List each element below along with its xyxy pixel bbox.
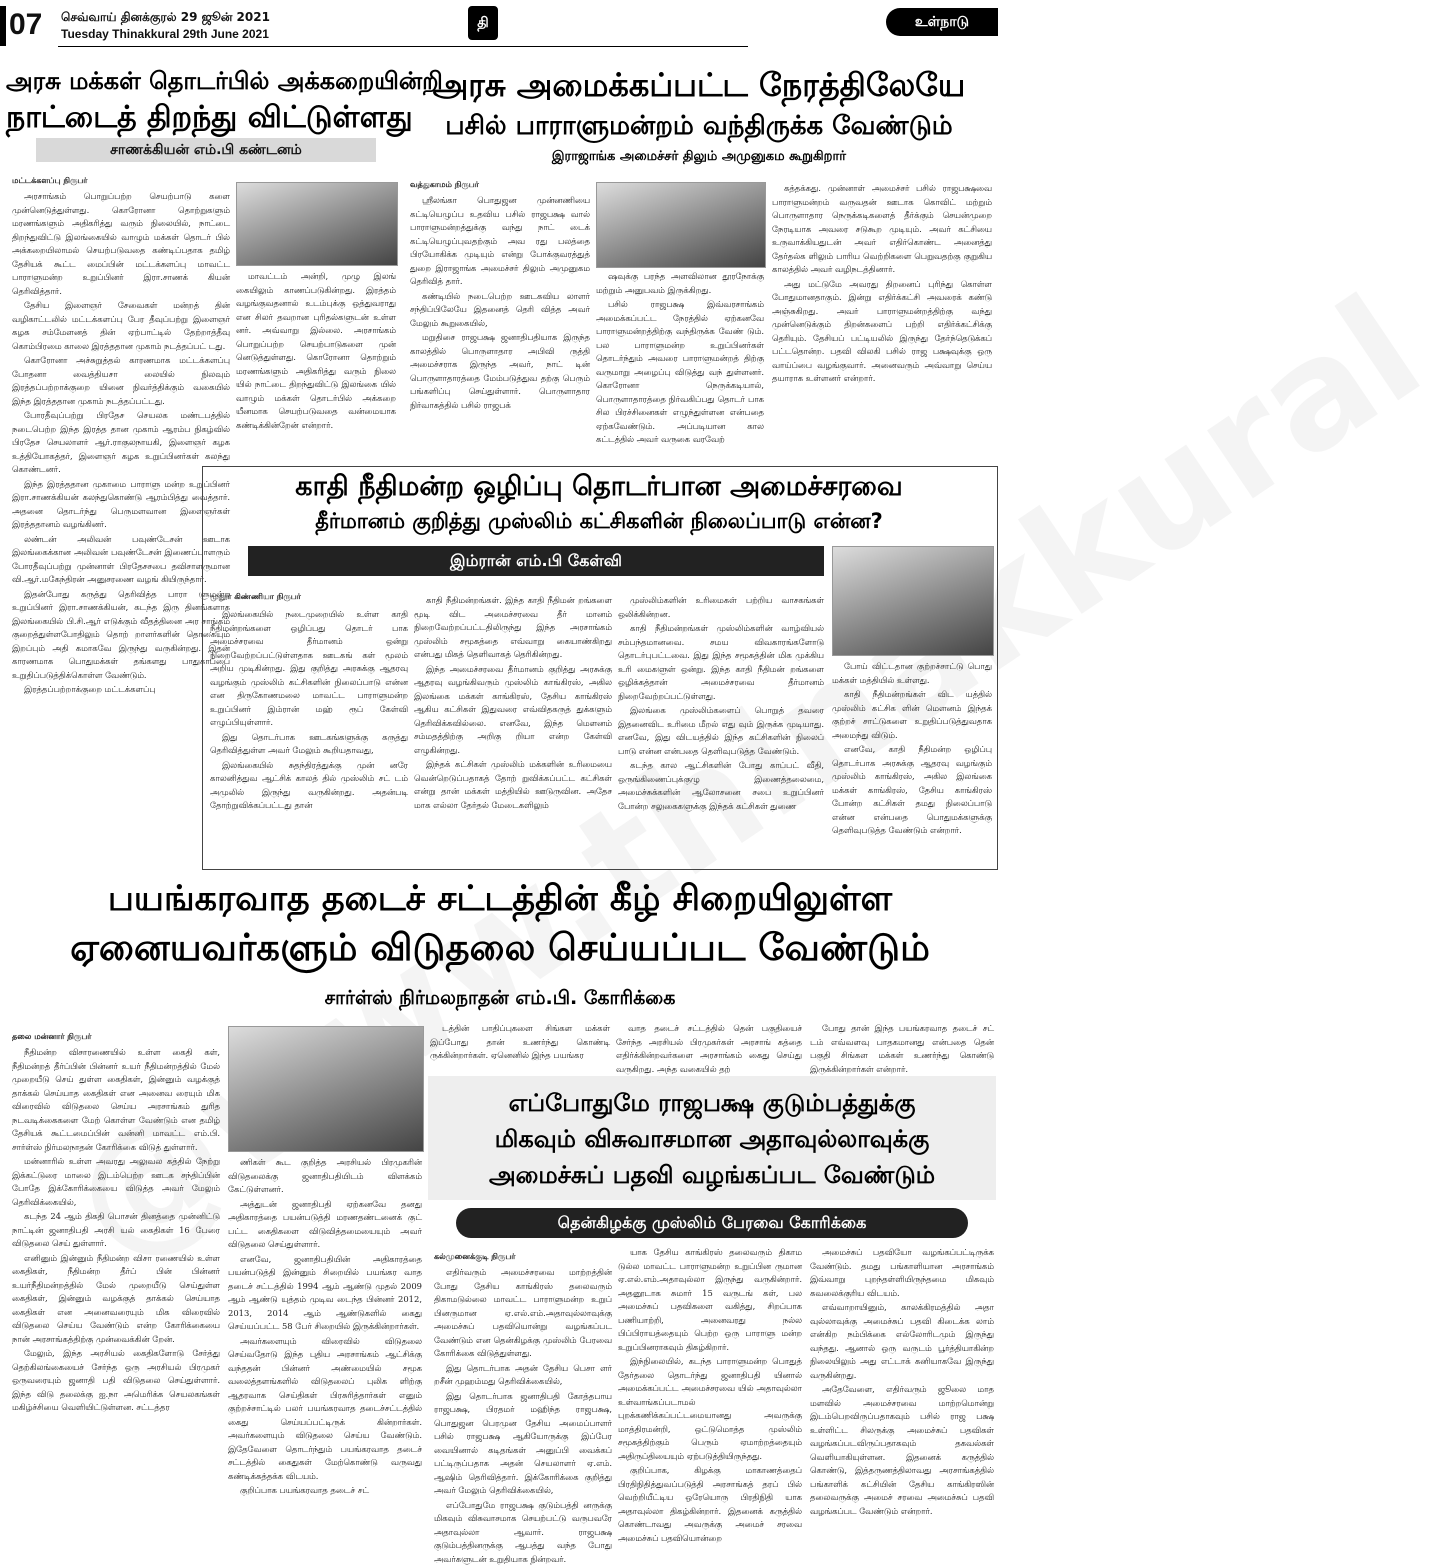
paragraph: மேலும், இந்த அரசியல் கைதிகளோடு சேர்த்து தெற்கிலங்கையைச் சேர்ந்த ஒரு அரசியல் பிரமுகர் ஒருவரையும் ஜனாதி பதி விடுதலை செய்துள்ளார். இந்த விடு தலைக்கு ஐ.நா அமெரிக்க செயலகங்கள் மகிழ்ச்சியை வெளியிட்டுள்ளன. சட்டத்தர bbox=[12, 1347, 220, 1415]
story5-column-2 bbox=[618, 1246, 802, 1528]
paragraph: போது தான் இந்த பயங்கரவாத தடைச் சட் டம் எவ்வளவு பாதகமானது என்பதை தென் பகுதி சிங்கள மக்கள் உணர்ந்து கொண்டு இருக்கின்றார்கள் என்றார். bbox=[810, 1022, 994, 1076]
paragraph: யாக தேசிய காங்கிரஸ் தலைவரும் திகாம டுல்ல மாவட்ட பாராளுமன்ற உறுப்பின ருமான ஏ.எல்.எம்.அதாவுல்லா இருந்து வருகின்றார். அதனூடாக சுமார் 15 வருடங் கள், பல அமைச்சுப் பதவிகளை வகித்து, சிறப்பாக பணியாற்றி, அனைவரது நல்ல பிப்பிராயத்தையும் பெற்ற ஒரு பாராளு மன்ற உறுப்பினராகவும் திகழ்கிறார். bbox=[618, 1246, 802, 1354]
story5-subhead: தென்கிழக்கு முஸ்லிம் பேரவை கோரிக்கை bbox=[456, 1208, 968, 1238]
paragraph: அமைச்சுப் பதவியோ வழங்கப்பட்டிருக்க வேண்டும். தமது பங்காளியான அரசாங்கம் இவ்வாறு புறந்தள்ளியிருந்தமை மிகவும் கவலைக்குரிய விடயம். bbox=[810, 1246, 994, 1300]
paragraph: அவர்களையும் விரைவில் விடுதலை செய்வதோடு இந்த புதிய அரசாங்கம் ஆட்சிக்கு வந்ததன் பின்னர் அண்மையில் சமூக வலைத்தளங்களில் விடுதலைப் புலிக ளிற்கு ஆதரவாக செய்திகள் பிரசுரித்தார்கள் எனும் குற்றச்சாட்டில் பலர் பயங்கரவாத தடைச்சட்டத்தில் கைது செய்யப்பட்டிருக் கின்றார்கள். அவர்களையும் விடுதலை செய்ய வேண்டும். இதேவேளை தொடர்ந்தும் பயங்கரவாத தடைச் சட்டத்தில் கைதுகள் மேற்கொண்டு வருவது கண்டிக்கத்தக்க விடயம். bbox=[228, 1335, 422, 1484]
paragraph: குறிப்பாக, கிழக்கு மாகாணத்தைப் பிரதிநிதித்துவப்படுத்தி அரசாங்கத் தரப் பில் வெற்றியீட்டிய ஒரேயொரு பிரதிநிதி யாக அதாவுல்லா திகழ்கின்றார். இதனைக் கருத்தில் கொண்டாவது அவருக்கு அமைச் சரவை அமைச்சுப் பதவியொன்றை bbox=[618, 1464, 802, 1545]
story5-byline: கல்முனைக்குடி நிருபர் bbox=[434, 1252, 515, 1262]
story2-headline-line2: பசில் பாராளுமன்றம் வந்திருக்க வேண்டும் bbox=[404, 110, 994, 142]
story1-column-2 bbox=[236, 270, 396, 460]
story1-headline-line2: நாட்டைத் திறந்து விட்டுள்ளது bbox=[6, 100, 400, 136]
story4-byline: தலை மன்னார் நிருபர் bbox=[12, 1032, 91, 1042]
paragraph: நீதிமன்ற விசாரணையில் உள்ள கைதி கள், நீதிமன்றத் தீர்ப்பின் பின்னர் உயர் நீதிமன்றத்தில் மேல் முறையீடு செய் துள்ள கைதிகள், இன்னும் வழக்குத் தாக்கல் செய்யாத கைதிகள் என அனைவ ரையும் மிக விரைவில் விடுதலை செய்ய அரசாங்கம் துரித நடவடிக்கைகளை மேற் கொள்ள வேண்டும் என தமிழ் தேசியக் கூட்டமைப்பின் வன்னி மாவட்ட எம்.பி. சார்ள்ஸ் நிர்மலநாதன் கோரிக்கை விடுத் துள்ளார். bbox=[12, 1046, 220, 1154]
story5-headline-line3: அமைச்சுப் பதவி வழங்கப்பட வேண்டும் bbox=[430, 1158, 994, 1192]
paragraph: எப்போதுமே ராஜபக்ஷ குடும்பத்தி னருக்கு மிகவும் விசுவாசமாக செயற்பட்டு வருபவரே அதாவுல்லா ஆவார். ராஜபக்ஷ குடும்பத்தினருக்கு ஆபத்து வந்த போது அவர்களுடன் உறுதியாக நின்றவர். bbox=[434, 1499, 612, 1566]
paragraph: எதிர்வரும் அமைச்சரவை மாற்றத்தின் போது தேசிய காங்கிரஸ் தலைவரும் திகாமடுல்லை மாவட்ட பாராளுமன்ற உறுப் பினருமான ஏ.எல்.எம்.அதாவுல்லாவுக்கு அமைச்சுப் பதவியொன்று வழங்கப்பட வேண்டும் என தென்கிழக்கு முஸ்லிம் பேரவை கோரிக்கை விடுத்துள்ளது. bbox=[434, 1266, 612, 1361]
story1-photo bbox=[236, 182, 398, 266]
story3-headline-line2: தீர்மானம் குறித்து முஸ்லிம் கட்சிகளின் நிலைப்பாடு என்ன? bbox=[206, 506, 992, 536]
story5-headline-line2: மிகவும் விசுவாசமான அதாவுல்லாவுக்கு bbox=[430, 1122, 994, 1156]
story4-headline-line1: பயங்கரவாத தடைச் சட்டத்தின் கீழ் சிறையிலுள்ள bbox=[4, 876, 996, 922]
paragraph: ஸ்ரீலங்கா பொதுஜன முன்னணியை கட்டியெழுப்ப உதவிய பசில் ராஜபக்ஷ வால் பாராளுமன்றத்துக்கு வந்து நாட் டைக் கட்டியெழுப்புவதற்கும் அவ ரது பலத்தை பிரயோகிக்க முடியும் என்று போக்குவரத்துத் துறை இராஜாங்க அமைச்சர் திலும் அமுனுகம தெரிவித் தார். bbox=[410, 194, 590, 289]
paragraph: இந்நிலையில், கடந்த பாராளுமன்ற பொதுத் தேர்தலை தொடர்ந்து ஜனாதிபதி யினால் அமைக்கப்பட்ட அமைச்சரவை யில் அதாவுல்லா உள்வாங்கப்படாமல் புறக்கணிக்கப்பட்டமையானது அவருக்கு மாத்திரமன்றி, ஒட்டுமொத்த முஸ்லிம் சமூகத்திற்கும் பெரும் ஏமாற்றத்தையும் அதிருப்தியையும் ஏற்படுத்தியிருந்தது. bbox=[618, 1355, 802, 1463]
newspaper-logo: தி bbox=[468, 6, 498, 40]
paragraph: எனவே, ஜனாதிபதியின் அதிகாரத்தை பயன்படுத்தி இன்னும் சிறையில் பயங்கர வாத தடைச் சட்டத்தில் 1994 ஆம் ஆண்டு முதல் 2009 ஆம் ஆண்டு யுத்தம் முடிவ டைந்த பின்னர் 2012, 2013, 2014 ஆம் ஆண்டுகளில் கைது செய்யப்பட்ட 58 பேர் சிறையில் இருக்கின்றார்கள். bbox=[228, 1253, 422, 1334]
paragraph: அதேவேளை, எதிர்வரும் ஜூலை மாத மளவில் அமைச்சரவை மாற்றமொன்று இடம்பெறவிருப்பதாகவும் பசில் ராஜ பக்ஷ உள்ளிட்ட சிலருக்கு அமைச்சுப் பதவிகள் வழங்கப்படவிருப்பதாகவும் தகவல்கள் வெளியாகியுள்ளன. இதனைக் கருத்தில் கொண்டு, இத்தருணத்திலாவது அரசாங்கத்தில் பங்காளிக் கட்சியின் தேசிய காங்கிரஸின் தலைவருக்கு அமைச் சரவை அமைச்சுப் பதவி வழங்கப்பட வேண்டும் என்றார். bbox=[810, 1383, 994, 1518]
date-tamil: செவ்வாய் தினக்குரல் 29 ஜூன் 2021 bbox=[61, 10, 270, 26]
story5-column-1 bbox=[434, 1266, 612, 1528]
story4-column-2 bbox=[228, 1156, 422, 1526]
story4-column-4 bbox=[616, 1022, 802, 1068]
paragraph: கத்தக்கது. முன்னாள் அமைச்சர் பசில் ராஜபக்ஷவை பாராளுமன்றம் வருவதன் ஊடாக கொவிட் மற்றும் பொருளாதார நெருக்கடிகளைத் தீர்க்கும் செயன்முறை நேரடியாக அவரை சடுகூற முடியும். அவர் கட்சியை உருவாக்கியதுடன் அவர் எதிர்கொண்ட அனைத்து தேர்தல்க ளிலும் பாரிய வெற்றிகளை பெறுவதற்கு குறுகிய காலத்தில் அவர் வழிநடத்தினார். bbox=[772, 182, 992, 277]
story4-column-3 bbox=[430, 1022, 610, 1068]
paragraph: அது மட்டுமே அவரது திறனைப் புரிந்து கொள்ள போதுமானதாகும். இன்று எதிர்க்கட்சி அவரைக் கண்டு அஞ்சுகிறது. அவர் பாராளுமன்றத்திற்கு வந்து முன்னெடுக்கும் திறன்களைப் பற்றி எதிர்க்கட்சிக்கு தெரியும். தேசியப் பட்டியலில் இருந்து தேர்ந்தெடுக்கப் பட்டதொன்ற. பதவி விலகி பசில் ராஜ பக்ஷவுக்கு ஒரு வாய்ப்பை வழங்குவார். அனைவரும் அவ்வாறு செய்ய தயாராக உள்ளனர் என்றார். bbox=[772, 278, 992, 386]
page-number: 07 bbox=[9, 8, 42, 42]
story2-byline: வத்துகாமம் நிருபர் bbox=[410, 180, 479, 190]
paragraph: போய் விட்டதான குற்றச்சாட்டு பொது மக்கள் மத்தியில் உள்ளது. bbox=[832, 660, 992, 687]
story4-column-5 bbox=[810, 1022, 994, 1068]
paragraph: வாத தடைச் சட்டத்தில் தென் பகுதியைச் சேர்ந்த அரசியல் பிரமுகர்கள் அரசாங் கத்தை எதிர்க்கின்றவர்களை அரசாங்கம் கைது செய்து வருகிறது. அந்த வகையில் தற் bbox=[616, 1022, 802, 1076]
paragraph: அத்துடன் ஜனாதிபதி ஏற்கனவே தனது அதிகாரத்தை பயன்படுத்தி மரணதண்டனைக் குட் பட்ட கைதிகளை விடுவித்தமையையும் அவர் விடுதலை செய்துள்ளார். bbox=[228, 1198, 422, 1252]
story1-subhead: சாணக்கியன் எம்.பி கண்டனம் bbox=[36, 138, 376, 162]
paragraph: கடந்த கால ஆட்சிகளின் போது காப்பட் வீதி, ஒருங்கிணைப்புக்குழு இணைத்தலைமை, அமைச்சுக்களின் ஆலோசனை சபை உறுப்பினர் போன்ற சலுகைகளுக்கு இந்தக் கட்சிகள் துணை bbox=[618, 759, 824, 813]
paragraph: கடந்த 24 ஆம் திகதி பொசன் தினத்தை முன்னிட்டு நாட்டின் ஜனாதிபதி அரசி யல் கைதிகள் 16 பேரை விடுதலை செய் துள்ளார். bbox=[12, 1210, 220, 1251]
paragraph: எனினும் இன்னும் நீதிமன்ற விசா ரணையில் உள்ள கைதிகள், நீதிமன்ற தீர்ப் பின் பின்னர் உயர்நீதிமன்றத்தில் மேல் முறையீடு செய்துள்ள கைதிகள், இன்னும் வழக்குத் தாக்கல் செய்யாத கைதிகள் என அனைவரையும் மிக விரைவில் விடுதலை செய்ய வேண்டும் என்ற கோரிக்கையை நான் அரசாங்கத்திற்கு முன்வைக்கின் றேன். bbox=[12, 1252, 220, 1347]
paragraph: கொரோனா அச்சுறுத்தல் காரணமாக மட்டக்களப்பு போதனா வைத்தியசா லையில் நிலவும் இரத்தப்பற்றாக்குறை யினை நிவர்த்திக்கும் வகையில் இந்த இரத்ததான முகாம் நடத்தப்பட்டது. bbox=[12, 354, 230, 408]
paragraph: காதி நீதிமன்றங்கள். இந்த காதி நீதிமன் றங்களை மூடி விட அமைச்சரவை தீர் மானம் நிறைவேற்றப்பட்டதிலிருந்து இந்த அரசாங்கம் முஸ்லிம் சமூகத்தை எவ்வாறு கையாண்கிறது என்பது மிகத் தெளிவாகத் தெரிகின்றது. bbox=[414, 594, 612, 662]
date-english: Tuesday Thinakkural 29th June 2021 bbox=[61, 27, 269, 41]
paragraph: இரத்தப்பற்றாக்குறை மட்டக்களப்பு bbox=[12, 683, 230, 697]
story1-column-1 bbox=[12, 190, 230, 872]
story3-byline: மூதூர் கிண்ணியா நிருபர் bbox=[210, 592, 301, 602]
section-tag: உள்நாடு bbox=[886, 8, 998, 36]
paragraph: அரசாங்கம் பொறுப்பற்ற செயற்பாடு களை முன்னெடுத்துள்ளது. கொரோனா தொற்றுகளும் மரணங்களும் அதிகரித்து வரும் நிலையில், நாட்டை திறந்துவிட்டு இலங்கையில் வாழும் மக்கள் தொடர் பில் அக்கறையிலாமல் செயற்படுவதை கண்டிப்பதாக தமிழ் தேசியக் கூட்ட மைப்பின் மட்டக்களப்பு மாவட்ட பாராளுமன்ற உறுப்பினர் இரா.சாணக் கியன் தெரிவித்தார். bbox=[12, 190, 230, 298]
paragraph: இது தொடர்பாக அதன் தேசிய பெசா ளர் றசீன் முஹம்மது தெரிவிக்கையில், bbox=[434, 1362, 612, 1389]
paragraph: இலங்கையில் நடைமுறையில் உள்ள காதி நீதிமன்றங்களை ஒழிப்பது தொடர் பாக அமைச்சரவை தீர்மானம் ஒன்று நிறைவேற்றப்பட்டுள்ளதாக ஊடகங் கள் மூலம் அறிய முடிகின்றது. இது குறித்து அரசுக்கு ஆதரவு வழங்கும் முஸ்லிம் கட்சிகளின் நிலைப்பாடு என்ன என திருகோணமலை மாவட்ட பாராளுமன்ற உறுப்பினர் இம்ரான் மஹ் ரூப் கேள்வி எழுப்பியுள்ளார். bbox=[210, 608, 408, 730]
paragraph: பசில் ராஜபக்ஷ இவ்வரசாங்கம் அமைக்கப்பட்ட நேரத்தில் ஏற்கனவே பாராளுமன்றத்திற்கு வந்திருக்க வேண் டும். பல பாராளுமன்ற உறுப்பினர்கள் தொடர்ந்தும் அவரை பாராளுமன்றத் திற்கு வருமாறு அழைப்பு விடுத்து வந் துள்ளனர். கொரோனா நெருக்கடியால், பொருளாதாரத்தை நிர்வகிப்பது தொடர் பாக சில பிரச்சினைகள் எழுந்துள்ளன என்பதை ஏற்கவேண்டும். அப்படியான கால கட்டத்தில் அவர் வருகை வரவேற் bbox=[596, 298, 764, 447]
paragraph: இலங்கையில் சுதந்திரத்துக்கு முன் னரே காலனித்துவ ஆட்சிக் காலத் தில் முஸ்லிம் சட் டம் அமுலில் இருந்து வருகின்றது. அதன்படி தோற்றுவிக்கப்பட்டது தான் bbox=[210, 759, 408, 813]
paragraph: இலங்கை முஸ்லிம்களைப் பொறுத் தவரை இதனைவிட உரிமை மீறல் எது வும் இருக்க முடியாது. எனவே, இது விடயத்தில் இந்த கட்சிகளின் நிலைப் பாடு என்ன என்பதை தெளிவுபடுத்த வேண்டும். bbox=[618, 704, 824, 758]
story4-photo bbox=[228, 1026, 424, 1152]
paragraph: முஸ்லிம்களின் உரிமைகள் பற்றிய வாசகங்கள் ஒலிக்கின்றன. bbox=[618, 594, 824, 621]
paragraph: மாவட்டம் அன்றி, முழு இலங் கையிலும் காணப்படுகின்றது. இரத்தம் வழங்குவதனால் உடம்புக்கு ஒத்துவராது என சிலர் தவறான புரிதல்களுடன் உள்ள னர். அவ்வாறு இல்லை. அரசாங்கம் பொறுப்பற்ற செயற்பாடுகளை முன் னெடுத்துள்ளது. கொரோனா தொற்றும் மரணங்களும் அதிகரித்து வரும் நிலை யில் நாட்டை திறந்துவிட்டு இலங்கை யில் வாழும் மக்கள் தொடர்பில் அக்கறை யீனமாக செயற்படுவதை வன்மையாக கண்டிக்கின்றேன் என்றார். bbox=[236, 270, 396, 432]
story4-subhead: சார்ள்ஸ் நிர்மலநாதன் எம்.பி. கோரிக்கை bbox=[4, 984, 996, 1012]
paragraph: போரதீவுப்பற்று பிரதேச செயலக மண்டபத்தில் நடைபெற்ற இந்த இரத்த தான முகாம் ஆரம்ப நிகழ்வில் பிரதேச செயலாளர் ஆர்.ராகுலநாயகி, இளைஞர் கழக உத்தியோகத்தர், இளைஞர் கழக உறுப்பினர்கள் கலந்து கொண்டனர். bbox=[12, 409, 230, 477]
paragraph: தேசிய இளைஞர் சேவைகள் மன்றத் தின் வழிகாட்டலில் மட்டக்களப்பு பேர தீவுப்பற்று இளைஞர் கழக சம்மேளனத் தின் ஏற்பாட்டில் தேற்றாத்தீவு கொம்பிரமை காலை இரத்ததான முகாம் நடத்தப்பட் டது. bbox=[12, 299, 230, 353]
paragraph: ணிகள் கூட குறித்த அரசியல் பிரமுகரின் விடுதலைக்கு ஜனாதிபதியிடம் விளக்கம் கேட்டுள்ளனர். bbox=[228, 1156, 422, 1197]
story1-headline-line1: அரசு மக்கள் தொடர்பில் அக்கறையின்றி bbox=[6, 66, 400, 96]
paragraph: மறுதிசை ராஜபக்ஷ ஜனாதிபதியாக இருந்த காலத்தில் பொருளாதார அபிவி ருத்தி அமைச்சராக இருந்த அவர், நாட் டின் பொருளாதாரத்தை மேம்படுத்துவ தற்கு பெரும் பங்களிப்பு செய்துள்ளார். பொருளாதார நிர்வாகத்தில் பசில் ராஜபக் bbox=[410, 331, 590, 412]
story3-column-4 bbox=[832, 660, 992, 864]
story4-column-1 bbox=[12, 1046, 220, 1526]
story2-column-1 bbox=[410, 194, 590, 460]
paragraph: கண்டியில் நடைபெற்ற ஊடகவிய லாளர் சந்திப்பிலேயே இதனைத் தெரி வித்த அவர் மேலும் கூறுகையில், bbox=[410, 290, 590, 331]
paragraph: இந்த அமைச்சரவை தீர்மானம் குறித்து அரசுக்கு ஆதரவு வழங்கிவரும் முஸ்லிம் காங்கிரஸ், அகில இலங்கை மக்கள் காங்கிரஸ், தேசிய காங்கிரஸ் ஆகிய கட்சிகள் இதுவரை எவ்விதகருத் துக்களும் தெரிவிக்கவில்லை. எனவே, இந்த மௌனம் சம்மதத்திற்கு அறிகு றியா என்ற கேள்வி எழுகின்றது. bbox=[414, 663, 612, 758]
paragraph: எனவே, காதி நீதிமன்ற ஒழிப்பு தொடர்பாக அரசுக்கு ஆதரவு வழங்கும் முஸ்லிம் காங்கிரஸ், அகில இலங்கை மக்கள் காங்கிரஸ், தேசிய காங்கிரஸ் போன்ற கட்சிகள் தமது நிலைப்பாடு என்ன என்பதை பொதுமக்களுக்கு தெளிவுபடுத்த வேண்டும் என்றார். bbox=[832, 743, 992, 838]
story3-column-1 bbox=[210, 608, 408, 864]
paragraph: டத்தின் பாதிப்புகளை சிங்கள மக்கள் இப்போது தான் உணர்ந்து கொண்டி ருக்கின்றார்கள். ஏனெனில் இந்த பயங்கர bbox=[430, 1022, 610, 1063]
story3-column-2 bbox=[414, 594, 612, 864]
paragraph: எவ்வாறாயினும், காலக்கிரமத்தில் அதா வுல்லாவுக்கு அமைச்சுப் பதவி கிடைக்க லாம் என்கிற நம்பிக்கை எல்லோரிடமும் இருந்து வந்தது. ஆனால் ஒரு வருடம் பூர்த்தியாகின்ற நிலையிலும் அது எட்டாக் கனியாகவே இருந்து வருகின்றது. bbox=[810, 1301, 994, 1382]
story3-photo bbox=[832, 546, 994, 656]
paragraph: இது தொடர்பாக ஊடகங்களுக்கு கருத்து தெரிவித்துள்ள அவர் மேலும் கூறியதாவது, bbox=[210, 731, 408, 758]
story3-headline-line1: காதி நீதிமன்ற ஒழிப்பு தொடர்பான அமைச்சரவை bbox=[206, 470, 992, 504]
story4-headline-line2: ஏனையவர்களும் விடுதலை செய்யப்பட வேண்டும் bbox=[4, 924, 996, 972]
masthead-left-bar bbox=[0, 6, 6, 46]
story5-headline-line1: எப்போதுமே ராஜபக்ஷ குடும்பத்துக்கு bbox=[430, 1086, 994, 1120]
paragraph: இது தொடர்பாக ஜனாதிபதி கோத்தபாய ராஜபக்ஷ, பிரதமர் மஹிந்த ராஜபக்ஷ, பொதுஜன பெரமுன தேசிய அமைப்பாளர் பசில் ராஜபக்ஷ ஆகியோருக்கு இப்பேர வையினால் கடிதங்கள் அனுப்பி வைக்கப் பட்டிருப்பதாக அதன் செயலாளர் ஏ.எம். ஆஷிம் தெரிவித்தார். இக்கோரிக்கை குறித்து அவர் மேலும் தெரிவிக்கையில், bbox=[434, 1390, 612, 1498]
paragraph: மன்னாரில் உள்ள அவரது அலுவல கத்தில் நேற்று இக்கட்டுரை மாலை இடம்பெற்ற ஊடக சந்திப்பின் போதே இக்கோரிக்கையை விடுத்த அவர் மேலும் தெரிவிக்கையில், bbox=[12, 1155, 220, 1209]
masthead-divider bbox=[58, 46, 748, 47]
story2-subhead: இராஜாங்க அமைச்சர் திலும் அமுனுகம கூறுகிறார் bbox=[404, 148, 994, 166]
story5-column-3 bbox=[810, 1246, 994, 1528]
paragraph: குறிப்பாக பயங்கரவாத தடைச் சட் bbox=[228, 1484, 422, 1498]
paragraph: இந்தக் கட்சிகள் முஸ்லிம் மக்களின் உரிமையை வென்றெடுப்பதாகத் தோற் றுவிக்கப்பட்ட கட்சிகள் என்று தான் மக்கள் மத்தியில் ஊடுருவின. அதேச மாக எல்லா தேர்தல் மேடைகளிலும் bbox=[414, 758, 612, 812]
paragraph: இதன்போது கருத்து தெரிவித்த பாரா ளுமன்ற உறுப்பினர் இரா.சாணக்கியன், கடந்த இரு தினங்களாக இலங்கையில் பி.சி.ஆர் எடுக்கும் வீதத்தினை அர சாங்கம் குறைத்துள்ளபோதிலும் தொற் றாளர்களின் தொகையும் இறப்பும் அதி கமாகவே இருந்து வருகின்றது. இதன் காரணமாக பொதுமக்கள் தங்களது பாதுகாப்பை உறுதிப்படுத்திக்கொள்ள வேண்டும். bbox=[12, 588, 230, 683]
paragraph: ஷவுக்கு பரந்த அளவிலான தூரநோக்கு மற்றும் அனுபவம் இருக்கிறது. bbox=[596, 270, 764, 297]
paragraph: இந்த இரத்ததான முகாமை பாராளு மன்ற உறுப்பினர் இரா.சாணக்கியன் கலந்துகொண்டு ஆரம்பித்து வைத்தார். அதனை தொடர்ந்து பெருமளவான இளைஞர்கள் இரத்ததானம் வழங்கினர். bbox=[12, 478, 230, 532]
story3-column-3 bbox=[618, 594, 824, 864]
story2-column-2 bbox=[596, 270, 764, 460]
paragraph: காதி நீதிமன்றங்கள் விட யத்தில் முஸ்லிம் கட்சிக ளின் மௌனம் இந்தக் குற்றச் சாட்டுகளை உறுதிப்படுத்துவதாக அமைந்து விடும். bbox=[832, 688, 992, 742]
story2-headline-line1: அரசு அமைக்கப்பட்ட நேரத்திலேயே bbox=[404, 66, 994, 104]
paragraph: காதி நீதிமன்றங்கள் முஸ்லிம்களின் வாழ்வியல் சம்பந்தமானவை. சமய விவகாரங்களோடு தொடர்புபட்டவை. இது இந்த சமூகத்தின் மிக முக்கிய உரி மைகளுள் ஒன்று. இந்த காதி நீதிமன் றங்களை ஒழிக்கத்தான் அமைச்சரவை தீர்மானம் நிறைவேற்றப்பட்டுள்ளது. bbox=[618, 622, 824, 703]
story2-photo bbox=[596, 182, 766, 268]
story1-byline: மட்டக்களப்பு நிருபர் bbox=[12, 176, 88, 186]
paragraph: லண்டன் அலிவன் பவுண்டேசன் ஊடாக இலங்கைக்கான அலிவன் பவுண்டேசன் இணைப்பாளரும் போரதீவுப்பற்று முன்னாள் பிரதேசசபை தவிசாளருமான வி.ஆர்.மகேந்திரன் அனுசரணை வழங் கியிருந்தார். bbox=[12, 533, 230, 587]
story2-column-3 bbox=[772, 182, 992, 460]
story3-subhead: இம்ரான் எம்.பி கேள்வி bbox=[248, 546, 824, 576]
